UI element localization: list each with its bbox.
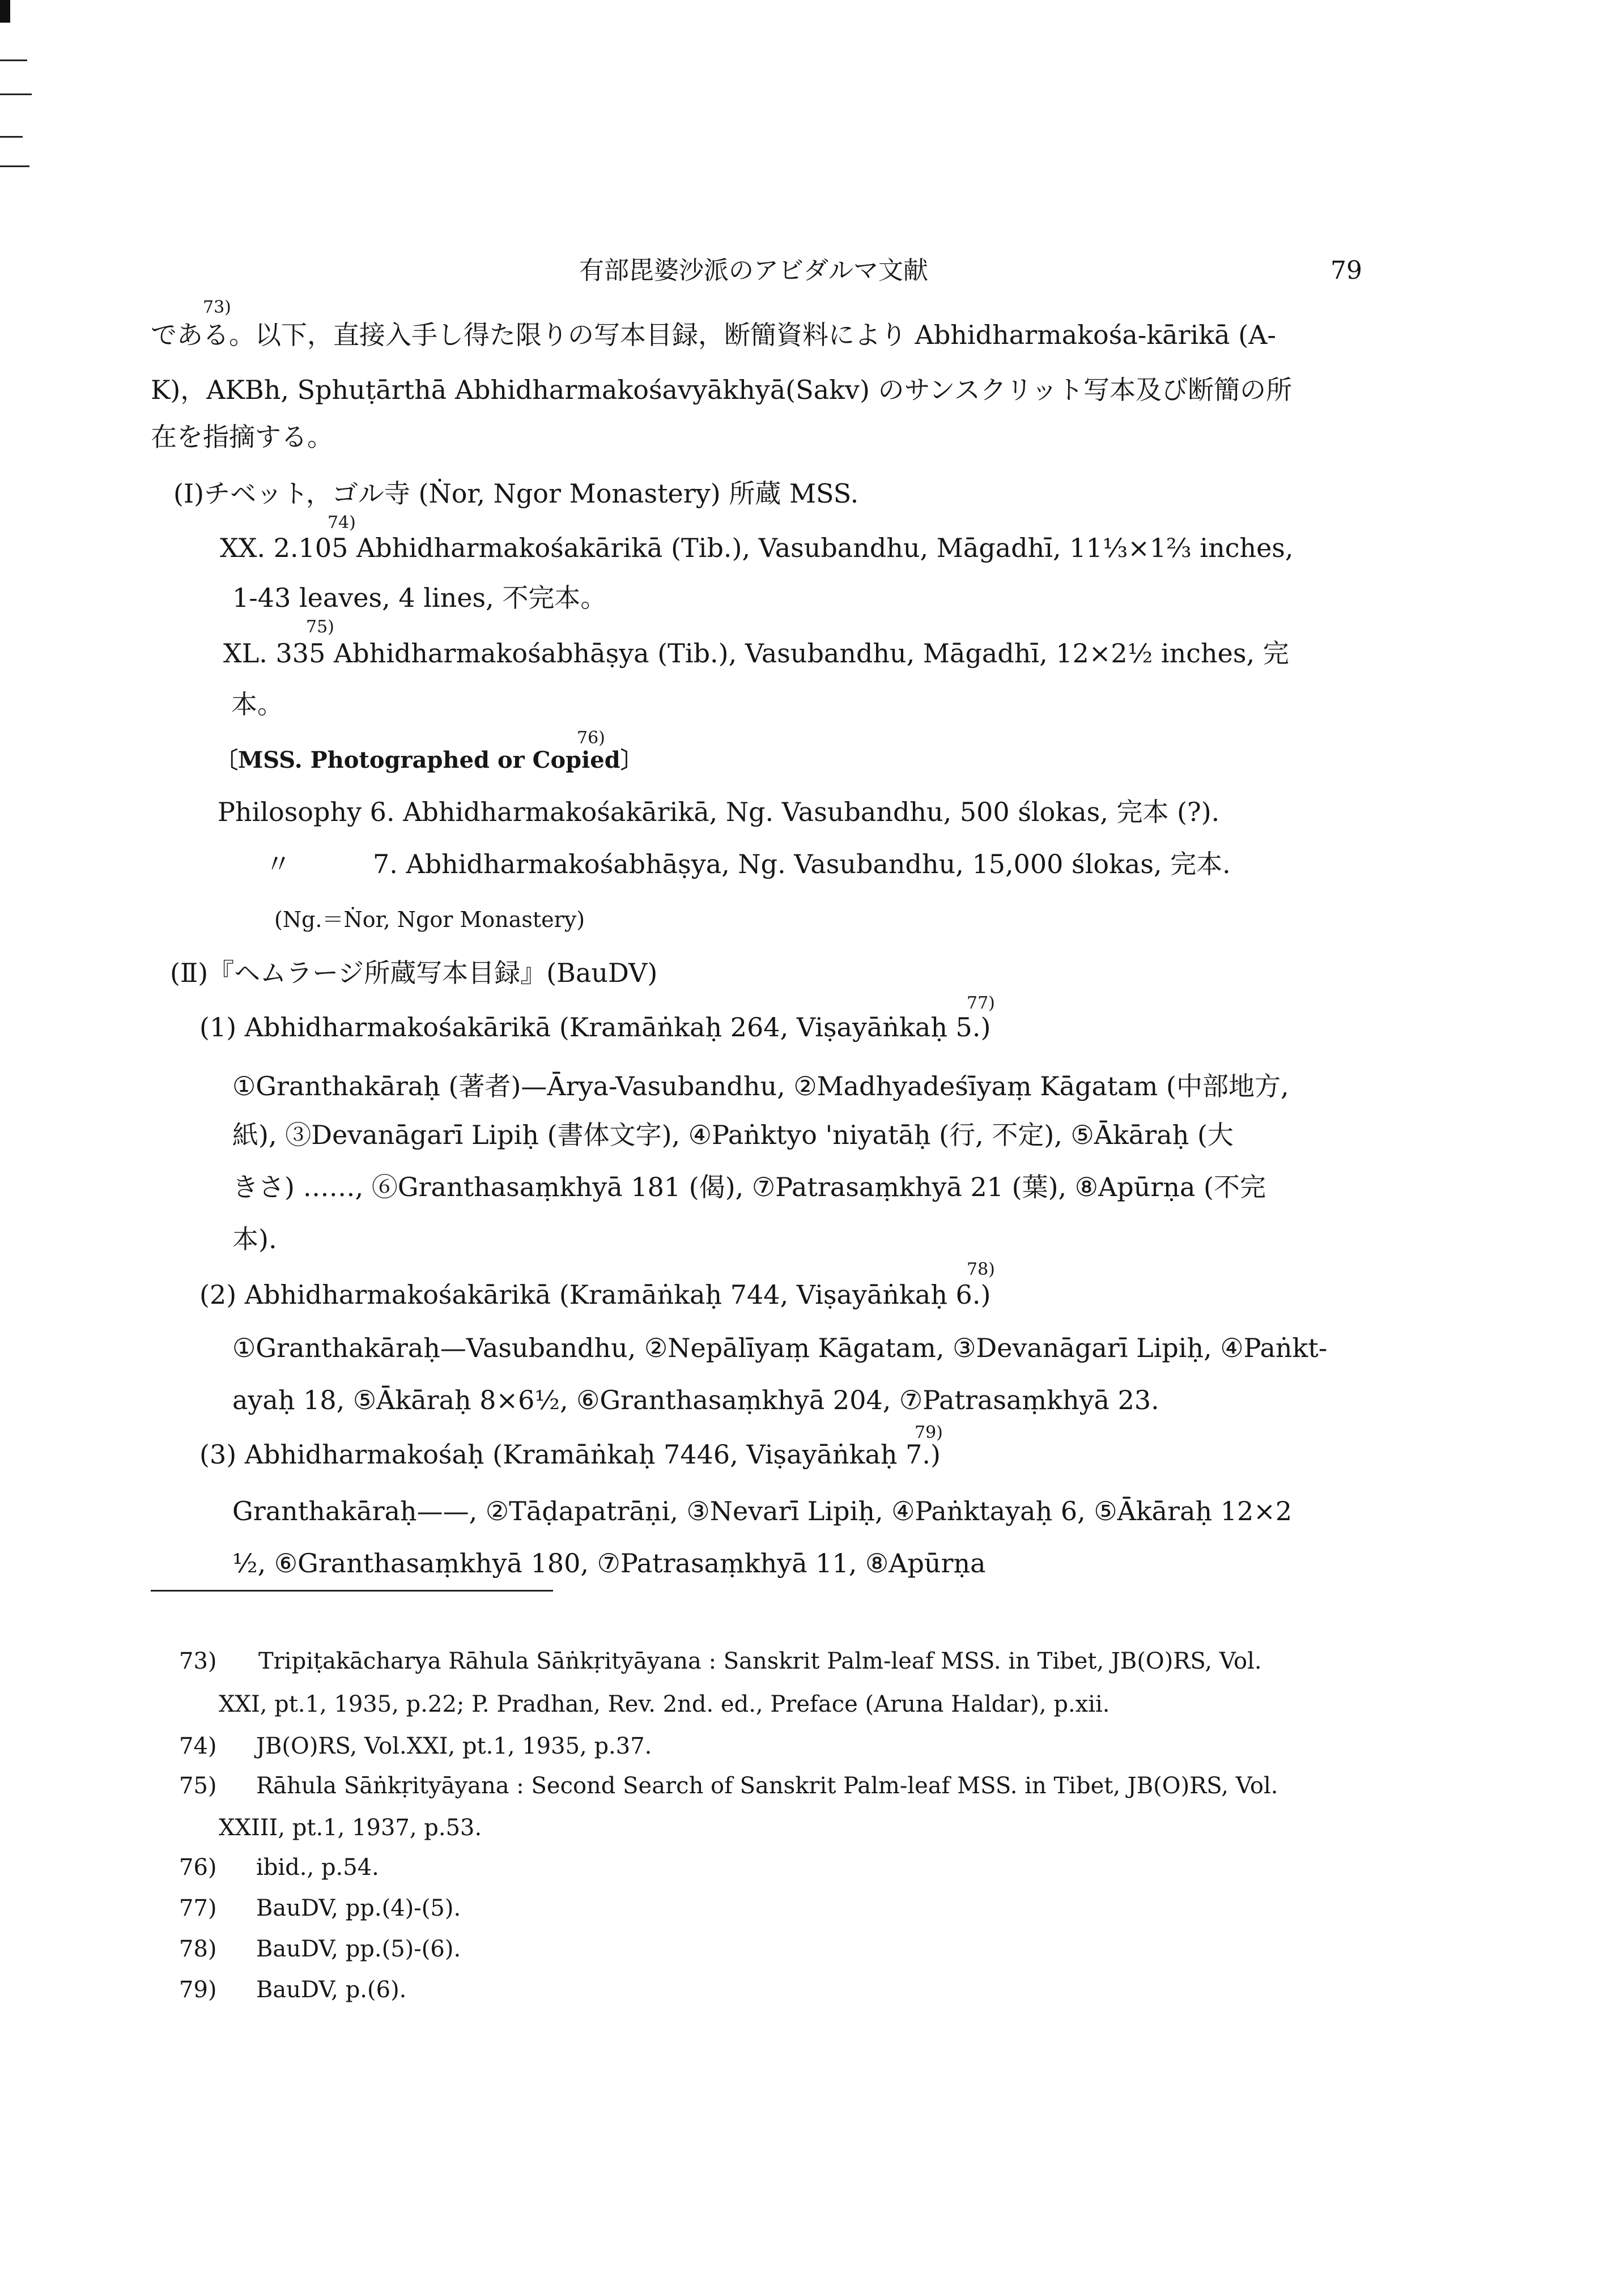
ditto-mark: 〃 [265, 849, 291, 879]
footnote-ref-75: 75) [306, 617, 334, 637]
entry-3-line-2: ½, ⑥Granthasaṃkhyā 180, ⑦Patrasaṃkhyā 11, ⑧Apūrṇa [232, 1548, 986, 1579]
footnote-text: Tripiṭakācharya Rāhula Sāṅkṛityāyana : Sanskrit Palm-leaf MSS. in Tibet, JB(O)RS, Vol. [258, 1648, 1262, 1674]
footnote-ref-76: 76) [577, 728, 605, 748]
entry-1-line-2: 紙), ③Devanāgarī Lipiḥ (書体文字), ④Paṅktyo 'niyatāḥ (行, 不定), ⑤Ākāraḥ (大 [232, 1120, 1234, 1150]
entry-3-title: (3) Abhidharmakośaḥ (Kramāṅkaḥ 7446, Viṣayāṅkaḥ 7.) [199, 1439, 941, 1470]
footnote-text-cont: XXI, pt.1, 1935, p.22; P. Pradhan, Rev. 2nd. ed., Preface (Aruna Haldar), p.xii. [219, 1691, 1110, 1717]
footnote-text-cont: XXIII, pt.1, 1937, p.53. [219, 1815, 482, 1841]
footnote-ref-79: 79) [915, 1423, 943, 1443]
footnote-text: ibid., p.54. [256, 1854, 379, 1881]
footnote-rule [151, 1590, 553, 1592]
footnote-text: BauDV, pp.(5)-(6). [256, 1936, 461, 1962]
footnote-number: 76) [179, 1854, 217, 1881]
footnote-number: 75) [179, 1773, 217, 1799]
footnote-number: 79) [179, 1977, 217, 2003]
footnote-number: 74) [179, 1733, 217, 1759]
footnote-ref-77: 77) [967, 993, 995, 1013]
footnote-text: BauDV, p.(6). [256, 1977, 407, 2003]
scan-edge-tick [0, 93, 32, 95]
footnote-number: 78) [179, 1936, 217, 1962]
scan-edge-mark [0, 0, 10, 23]
footnote-number: 77) [179, 1895, 217, 1921]
section-2-heading: (Ⅱ)『ヘムラージ所蔵写本目録』(BauDV) [170, 958, 658, 988]
running-title: 有部毘婆沙派のアビダルマ文献 [579, 256, 928, 285]
tib-item-1-line-1: XX. 2.105 Abhidharmakośakārikā (Tib.), Vasubandhu, Māgadhī, 11⅓×1⅔ inches, [220, 533, 1294, 563]
entry-1-line-4: 本). [232, 1224, 277, 1254]
section-1-heading: (Ⅰ)チベット，ゴル寺 (Ṅor, Ngor Monastery) 所蔵 MSS. [173, 478, 859, 509]
footnote-ref-73: 73) [203, 297, 231, 317]
scan-edge-tick [0, 59, 27, 61]
photographed-heading: 〔MSS. Photographed or Copied〕 [215, 747, 643, 773]
philosophy-line-2: 7. Abhidharmakośabhāṣya, Ng. Vasubandhu, 15,000 ślokas, 完本. [373, 849, 1231, 879]
footnote-text: BauDV, pp.(4)-(5). [256, 1895, 461, 1921]
intro-line-2: K)，AKBh, Sphuṭārthā Abhidharmakośavyākhyā(Sakv) のサンスクリット写本及び断簡の所 [151, 375, 1293, 405]
scan-edge-tick [0, 165, 29, 167]
philosophy-line-1: Philosophy 6. Abhidharmakośakārikā, Ng. Vasubandhu, 500 ślokas, 完本 (?). [218, 797, 1220, 827]
footnote-ref-78: 78) [967, 1260, 995, 1279]
tib-item-1-line-2: 1-43 leaves, 4 lines, 不完本。 [232, 582, 607, 613]
footnote-ref-74: 74) [328, 513, 356, 533]
abbreviation-note: (Ng.＝Ṅor, Ngor Monastery) [274, 907, 585, 932]
tib-item-2-line-1: XL. 335 Abhidharmakośabhāṣya (Tib.), Vasubandhu, Māgadhī, 12×2½ inches, 完 [223, 638, 1289, 669]
entry-1-line-1: ①Granthakāraḥ (著者)—Ārya-Vasubandhu, ②Madhyadeśīyaṃ Kāgatam (中部地方, [232, 1071, 1289, 1101]
entry-2-title: (2) Abhidharmakośakārikā (Kramāṅkaḥ 744, Viṣayāṅkaḥ 6.) [199, 1279, 991, 1310]
entry-1-line-3: きさ) ……, ⑥Granthasaṃkhyā 181 (偈), ⑦Patrasaṃkhyā 21 (葉), ⑧Apūrṇa (不完 [232, 1172, 1266, 1202]
intro-line-1: である。以下，直接入手し得た限りの写本目録，断簡資料により Abhidharmakośa-kārikā (A- [151, 320, 1276, 350]
page-number: 79 [1330, 256, 1362, 285]
entry-3-line-1: Granthakāraḥ——, ②Tāḍapatrāṇi, ③Nevarī Lipiḥ, ④Paṅktayaḥ 6, ⑤Ākāraḥ 12×2 [232, 1496, 1293, 1526]
entry-1-title: (1) Abhidharmakośakārikā (Kramāṅkaḥ 264, Viṣayāṅkaḥ 5.) [199, 1012, 991, 1043]
footnote-text: JB(O)RS, Vol.XXI, pt.1, 1935, p.37. [256, 1733, 652, 1759]
scan-edge-tick [0, 136, 23, 138]
footnote-text: Rāhula Sāṅkṛityāyana : Second Search of Sanskrit Palm-leaf MSS. in Tibet, JB(O)RS, Vol. [256, 1773, 1278, 1799]
tib-item-2-line-2: 本。 [231, 689, 283, 720]
footnote-number: 73) [179, 1648, 217, 1674]
intro-line-3: 在を指摘する。 [151, 422, 333, 452]
entry-2-line-1: ①Granthakāraḥ—Vasubandhu, ②Nepālīyaṃ Kāgatam, ③Devanāgarī Lipiḥ, ④Paṅkt- [232, 1333, 1328, 1363]
entry-2-line-2: ayaḥ 18, ⑤Ākāraḥ 8×6½, ⑥Granthasaṃkhyā 204, ⑦Patrasaṃkhyā 23. [232, 1385, 1159, 1415]
